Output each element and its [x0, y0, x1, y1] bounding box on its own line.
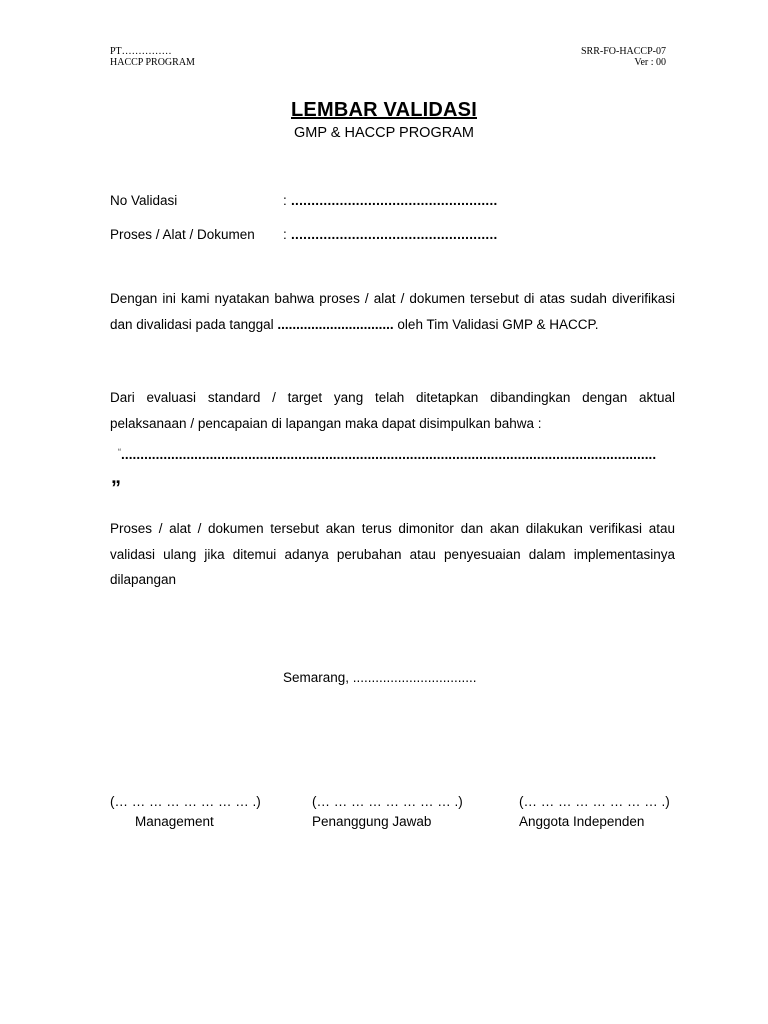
field-blank: ................................................... — [291, 193, 498, 208]
paragraph-evaluation: Dari evaluasi standard / target yang telah ditetapkan dibandingkan dengan aktual pelaksanaan / pencapaian di lapangan maka dapat disimpulkan bahwa : — [110, 390, 675, 431]
conclusion-blank: ........................................................................................................................................... — [121, 447, 657, 462]
signature-role: Anggota Independen — [519, 814, 645, 829]
close-quote: „ — [111, 466, 121, 488]
date-blank: ............................... — [277, 316, 394, 332]
program-name: HACCP PROGRAM — [110, 57, 195, 68]
doc-version: Ver : 00 — [634, 57, 666, 68]
header-left — [110, 46, 195, 68]
signature-role: Penanggung Jawab — [312, 814, 432, 829]
document-title: LEMBAR VALIDASI — [291, 99, 477, 121]
signature-anggota-independen — [519, 794, 670, 829]
paragraph-monitoring: Proses / alat / dokumen tersebut akan terus dimonitor dan akan dilakukan verifikasi atau validasi ulang jika ditemui adanya perubahan atau penyesuaian dalam implementasinya dilapangan — [110, 521, 675, 587]
paragraph-text: Dengan ini kami nyatakan bahwa proses / alat / dokumen tersebut di atas sudah diverifikasi dan divalidasi pada tanggal — [110, 291, 675, 332]
company-name: PT…………… — [110, 46, 172, 57]
conclusion-line — [118, 447, 675, 462]
signature-management — [110, 794, 261, 829]
paragraph-verification — [110, 286, 675, 337]
field-no-validasi — [110, 193, 498, 208]
field-blank: ................................................... — [291, 227, 498, 242]
signature-line: (… … … … … … … … .) — [110, 794, 261, 809]
signature-line: (… … … … … … … … .) — [312, 794, 463, 809]
signature-line: (… … … … … … … … .) — [519, 794, 670, 809]
field-proses-alat-dokumen — [110, 227, 498, 242]
document-subtitle: GMP & HACCP PROGRAM — [294, 125, 474, 141]
signature-role: Management — [135, 814, 214, 829]
paragraph-text: oleh Tim Validasi GMP & HACCP. — [393, 316, 599, 332]
signature-penanggung-jawab — [312, 794, 463, 829]
field-label: No Validasi — [110, 193, 178, 208]
header-right — [581, 46, 666, 68]
place-date: Semarang, ................................. — [283, 670, 477, 685]
field-colon: : — [283, 227, 287, 242]
field-colon: : — [283, 193, 287, 208]
doc-code: SRR-FO-HACCP-07 — [580, 46, 666, 57]
field-label: Proses / Alat / Dokumen — [110, 227, 255, 242]
open-quote: “ — [118, 447, 121, 457]
